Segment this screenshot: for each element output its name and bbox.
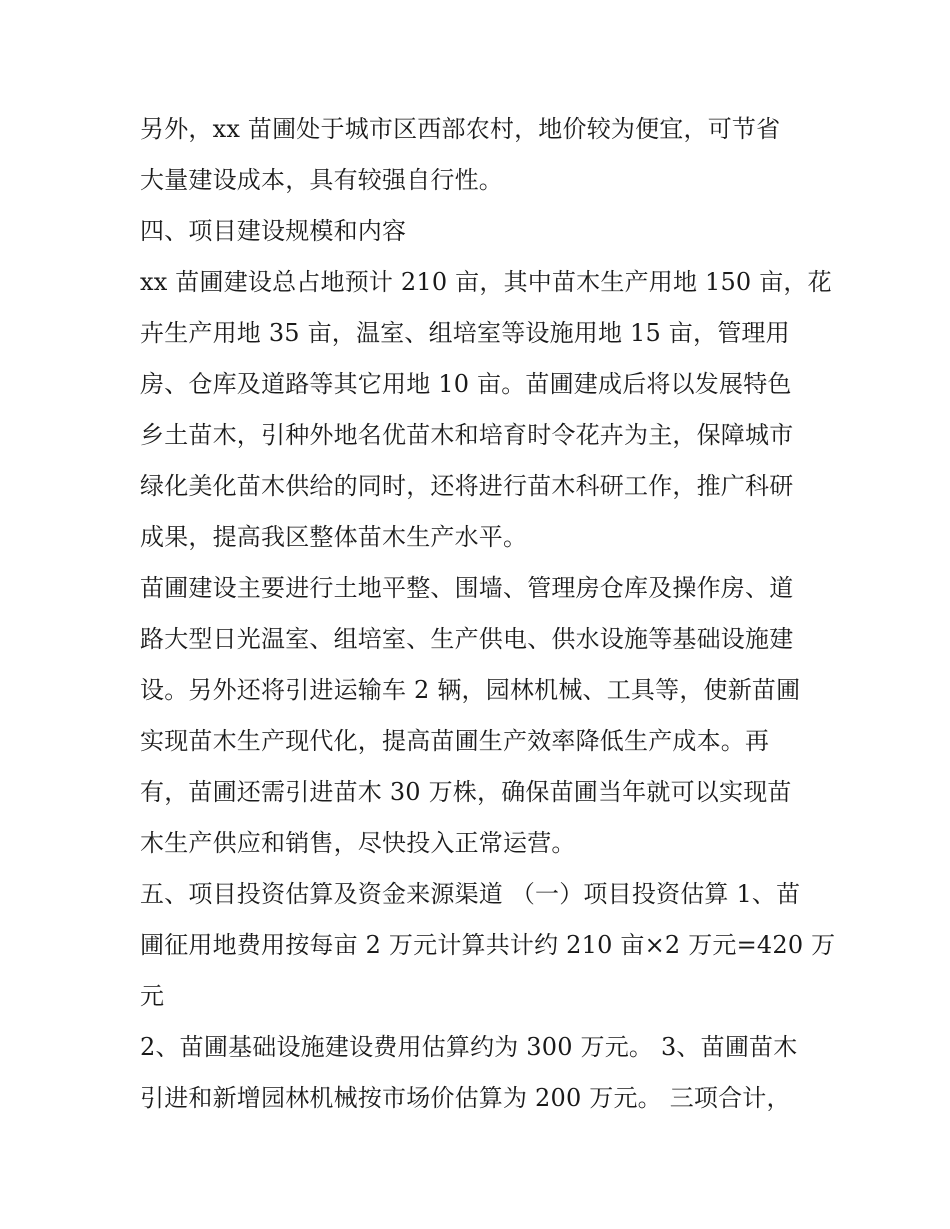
section-heading: 四、项目建设规模和内容	[140, 217, 407, 245]
text-line: 乡土苗木，引种外地名优苗木和培育时令花卉为主，保障城市	[140, 421, 794, 449]
text-line: 绿化美化苗木供给的同时，还将进行苗木科研工作，推广科研	[140, 472, 794, 500]
text-line: 大量建设成本，具有较强自行性。	[140, 166, 503, 194]
text-line: 房、仓库及道路等其它用地 10 亩。苗圃建成后将以发展特色	[140, 370, 792, 398]
text-line: 木生产供应和销售，尽快投入正常运营。	[140, 829, 576, 857]
text-line: 圃征用地费用按每亩 2 万元计算共计约 210 亩×2 万元=420 万	[140, 931, 836, 959]
text-line: 引进和新增园林机械按市场价估算为 200 万元。 三项合计，	[140, 1084, 791, 1112]
text-line: 2、苗圃基础设施建设费用估算约为 300 万元。 3、苗圃苗木	[140, 1033, 798, 1061]
text-line: 成果，提高我区整体苗木生产水平。	[140, 523, 528, 551]
text-line: 有，苗圃还需引进苗木 30 万株，确保苗圃当年就可以实现苗	[140, 778, 792, 806]
text-line: 设。另外还将引进运输车 2 辆，园林机械、工具等，使新苗圃	[140, 676, 801, 704]
text-line: 实现苗木生产现代化，提高苗圃生产效率降低生产成本。再	[140, 727, 770, 755]
text-line: 元	[140, 982, 165, 1010]
text-line: 卉生产用地 35 亩，温室、组培室等设施用地 15 亩，管理用	[140, 319, 790, 347]
section-heading: 五、项目投资估算及资金来源渠道 （一）项目投资估算 1、苗	[140, 880, 801, 908]
text-line: 苗圃建设主要进行土地平整、围墙、管理房仓库及操作房、道	[140, 574, 794, 602]
text-line: 另外，xx 苗圃处于城市区西部农村，地价较为便宜，可节省	[140, 115, 781, 143]
text-line: xx 苗圃建设总占地预计 210 亩，其中苗木生产用地 150 亩，花	[140, 268, 832, 296]
text-line: 路大型日光温室、组培室、生产供电、供水设施等基础设施建	[140, 625, 794, 653]
